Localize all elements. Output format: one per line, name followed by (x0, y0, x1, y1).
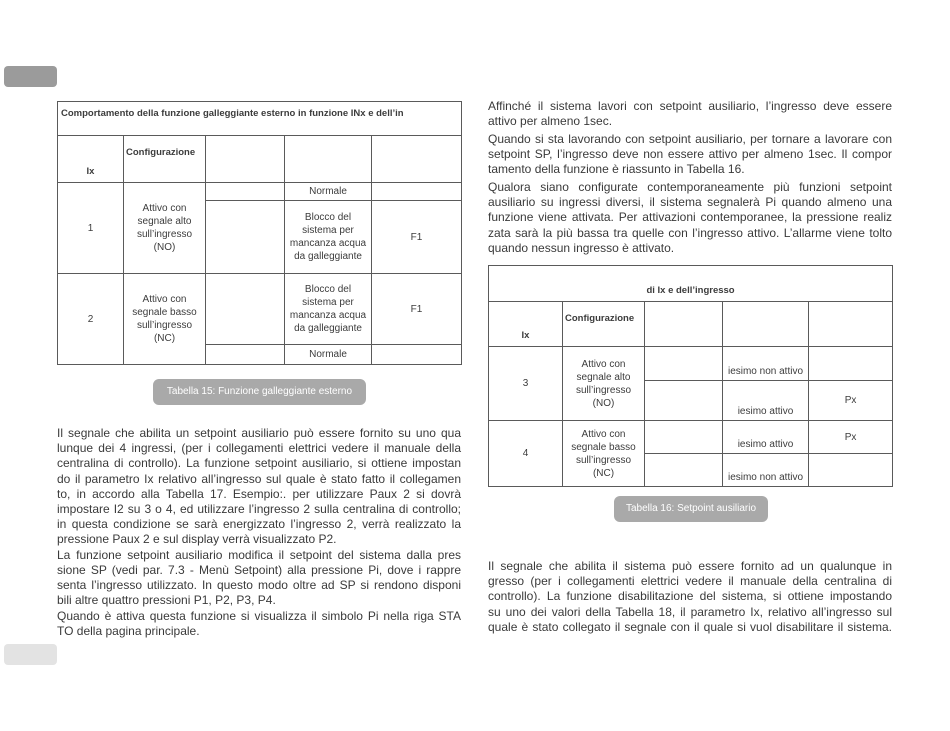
header-configurazione: Configurazione (563, 302, 645, 347)
cell-state: Blocco del sistema per mancanza acqua da galleggiante (285, 201, 372, 274)
table-16-caption: Tabella 16: Setpoint ausiliario (614, 496, 768, 522)
right-paragraph-1: Affinché il sistema lavori con setpoint ausiliario, l’ingresso deve essere attivo per almeno 1sec. (488, 99, 892, 129)
cell-state: Normale (285, 183, 372, 201)
header-configurazione: Configurazione (124, 136, 206, 183)
table-title: di Ix e dell’ingresso (489, 266, 893, 302)
cell-ix: 2 (58, 274, 124, 365)
table-cell (206, 183, 285, 201)
page-tab-top (4, 66, 57, 87)
header-cell (645, 302, 723, 347)
header-cell (206, 136, 285, 183)
cell-ix: 3 (489, 347, 563, 421)
header-cell (809, 302, 893, 347)
right-paragraph-4: Il segnale che abilita il sistema può essere fornito ad un qualunque in gresso (per i collegamenti elettrici vedere il manuale della centralina di controllo). La funzione disabilitazione del sistema, si ottiene impostando su uno dei valori della Tabella 18, il parametro Ix, relativo all’ingresso sul quale è stato collegato il segnale con il quale si vuol disabilitare il sistema. (488, 559, 892, 634)
table-cell (645, 421, 723, 454)
cell-state: Normale (285, 345, 372, 365)
cell-config: Attivo con segnale alto sull’ingresso (NO) (124, 183, 206, 274)
table-cell (645, 347, 723, 381)
table-cell (372, 345, 462, 365)
table-cell (206, 274, 285, 345)
cell-code: Px (809, 421, 893, 454)
cell-config: Attivo con segnale alto sull’ingresso (NO) (563, 347, 645, 421)
table-title: Comportamento della funzione galleggiante esterno in funzione INx e dell’in (58, 102, 462, 136)
cell-code: F1 (372, 274, 462, 345)
table-15 (57, 101, 462, 365)
cell-code: F1 (372, 201, 462, 274)
right-paragraph-2: Quando si sta lavorando con setpoint ausiliario, per tornare a lavorare con setpoint SP, l’ingresso deve non essere attivo per almeno 1sec. Il compor tamento della funzione è riassunto in Tabella 16. (488, 132, 892, 177)
cell-config: Attivo con segnale basso sull’ingresso (NC) (124, 274, 206, 365)
table-cell (372, 183, 462, 201)
cell-code: Px (809, 381, 893, 421)
left-paragraph-1: Il segnale che abilita un setpoint ausiliario può essere fornito su uno qua lunque dei 4 ingressi, (per i collegamenti elettrici vedere il manuale della centralina di controllo). La funzione setpoint ausiliario, si ottiene impostan do il parametro Ix relativo all’ingresso sul quale è stato fatto il collegamen to, in accordo alla Tabella 17. Esempio:. per utilizzare Paux 2 si dovrà impostare I2 su 3 o 4, ed utilizzare l’ingresso 2 sulla centralina di controllo; in questa condizione se sarà energizzato l’ingresso 2, verrà realizzato la pressione Paux 2 e sul display verrà visualizzato P2. La funzione setpoint ausiliario modifica il setpoint del sistema dalla pres sione SP (vedi par. 7.3 - Menù Setpoint) alla pressione Pi, dove i rappre senta l’ingresso utilizzato. In questo modo oltre ad SP si rendono disponi bili altre quattro pressioni P1, P2, P3, P4. (57, 426, 461, 608)
table-cell (809, 347, 893, 381)
cell-state: iesimo attivo (723, 381, 809, 421)
header-ix: Ix (489, 302, 563, 347)
table-cell (809, 454, 893, 487)
cell-config: Attivo con segnale basso sull’ingresso (NC) (563, 421, 645, 487)
header-ix: Ix (58, 136, 124, 183)
header-cell (723, 302, 809, 347)
table-15-caption: Tabella 15: Funzione galleggiante esterno (153, 379, 366, 405)
page-tab-bottom (4, 644, 57, 665)
left-paragraph-2: Quando è attiva questa funzione si visualizza il simbolo Pi nella riga STA TO della pagina principale. (57, 609, 461, 639)
header-cell (285, 136, 372, 183)
table-cell (645, 454, 723, 487)
cell-state: iesimo non attivo (723, 347, 809, 381)
cell-state: Blocco del sistema per mancanza acqua da galleggiante (285, 274, 372, 345)
cell-ix: 4 (489, 421, 563, 487)
cell-state: iesimo non attivo (723, 454, 809, 487)
right-paragraph-3: Qualora siano configurate contemporaneamente più funzioni setpoint ausiliario su ingressi diversi, il sistema segnalerà Pi quando almeno una funzione viene attivata. Per attivazioni contemporanee, la pressione realiz zata sarà la più bassa tra quelle con l’ingresso attivo. L’allarme viene tolto quando nessun ingresso è attivato. (488, 180, 892, 255)
table-cell (206, 345, 285, 365)
header-cell (372, 136, 462, 183)
table-cell (206, 201, 285, 274)
table-16 (488, 265, 893, 487)
cell-state: iesimo attivo (723, 421, 809, 454)
table-cell (645, 381, 723, 421)
cell-ix: 1 (58, 183, 124, 274)
